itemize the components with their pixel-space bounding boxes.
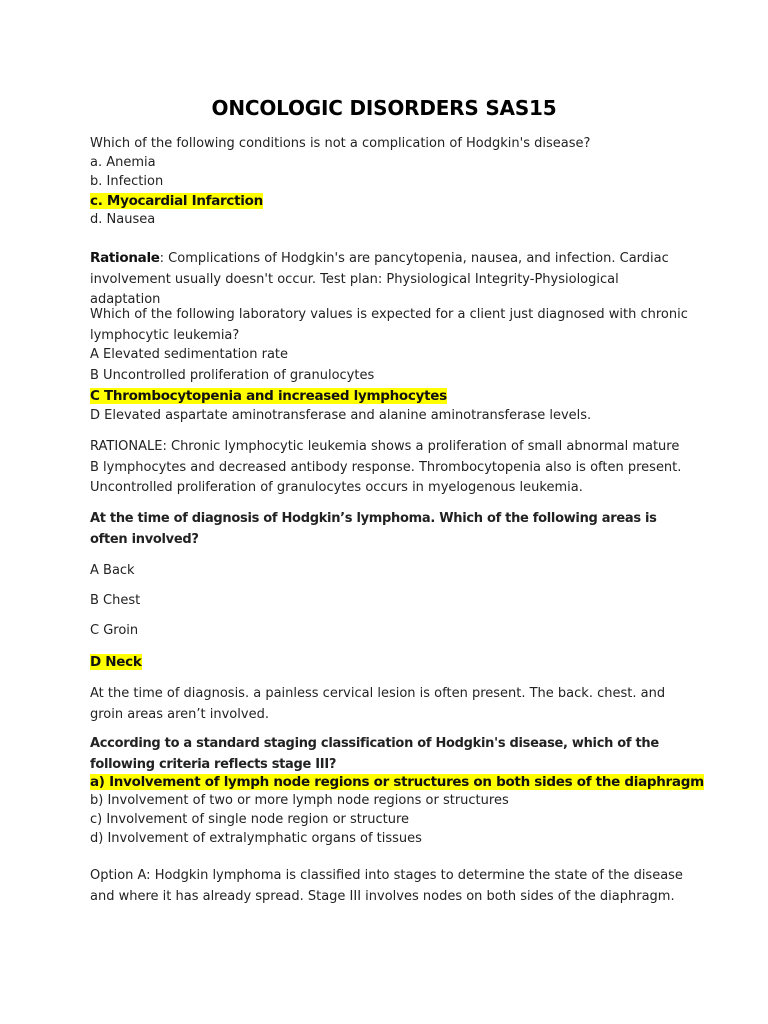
- q2-option-a: A Elevated sedimentation rate: [90, 347, 289, 362]
- q2-option-b: B Uncontrolled proliferation of granulocytes: [90, 368, 375, 383]
- q3-option-b: B Chest: [90, 593, 141, 608]
- q3-option-c: C Groin: [90, 623, 139, 638]
- page-title: ONCOLOGIC DISORDERS SAS15: [211, 96, 557, 120]
- q2-option-c-answer: [90, 387, 447, 406]
- q4-option-d: d) Involvement of extralymphatic organs of tissues: [90, 831, 422, 846]
- rationale-text: Chronic lymphocytic leukemia shows a proliferation of small abnormal mature B lymphocytes and decreased antibody response. Thrombocytopenia also is often present. Uncontrolled proliferation of granulocytes occurs in myelogenous leukemia.: [90, 439, 682, 495]
- q1-option-a: a. Anemia: [90, 155, 156, 170]
- q4-rationale: Option A: Hodgkin lymphoma is classified into stages to determine the state of the disease and where it has already spread. Stage III involves nodes on both sides of the diaphragm.: [90, 868, 683, 904]
- q3-option-a: A Back: [90, 563, 135, 578]
- q1-option-c-answer: [90, 192, 263, 211]
- highlighted-answer: C Thrombocytopenia and increased lymphocytes: [90, 388, 447, 404]
- q4-option-c: c) Involvement of single node region or structure: [90, 812, 410, 827]
- question-4: According to a standard staging classification of Hodgkin's disease, which of the following criteria reflects stage III?: [90, 736, 659, 772]
- highlighted-answer: c. Myocardial Infarction: [90, 193, 263, 209]
- rationale-label: Rationale: [90, 250, 160, 266]
- rationale-text: : Complications of Hodgkin's are pancytopenia, nausea, and infection. Cardiac involvement usually doesn't occur. Test plan: Physiological Integrity-Physiological adaptation: [90, 251, 669, 307]
- question-1: Which of the following conditions is not a complication of Hodgkin's disease?: [90, 136, 591, 151]
- rationale-label: RATIONALE:: [90, 439, 167, 454]
- q2-rationale: [90, 437, 690, 499]
- q2-option-d: D Elevated aspartate aminotransferase and alanine aminotransferase levels.: [90, 408, 592, 423]
- highlighted-answer: a) Involvement of lymph node regions or structures on both sides of the diaphragm: [90, 774, 704, 790]
- q1-rationale: [90, 248, 690, 311]
- q3-rationale: At the time of diagnosis. a painless cervical lesion is often present. The back. chest. and groin areas aren’t involved.: [90, 686, 666, 722]
- question-3: At the time of diagnosis of Hodgkin’s lymphoma. Which of the following areas is often involved?: [90, 511, 657, 547]
- highlighted-answer: D Neck: [90, 654, 142, 670]
- q1-option-d: d. Nausea: [90, 212, 156, 227]
- q1-option-b: b. Infection: [90, 174, 164, 189]
- q4-option-b: b) Involvement of two or more lymph node regions or structures: [90, 793, 509, 808]
- question-2: Which of the following laboratory values is expected for a client just diagnosed with chronic lymphocytic leukemia?: [90, 307, 688, 343]
- q4-option-a-answer: [90, 773, 704, 792]
- q3-option-d-answer: [90, 653, 142, 672]
